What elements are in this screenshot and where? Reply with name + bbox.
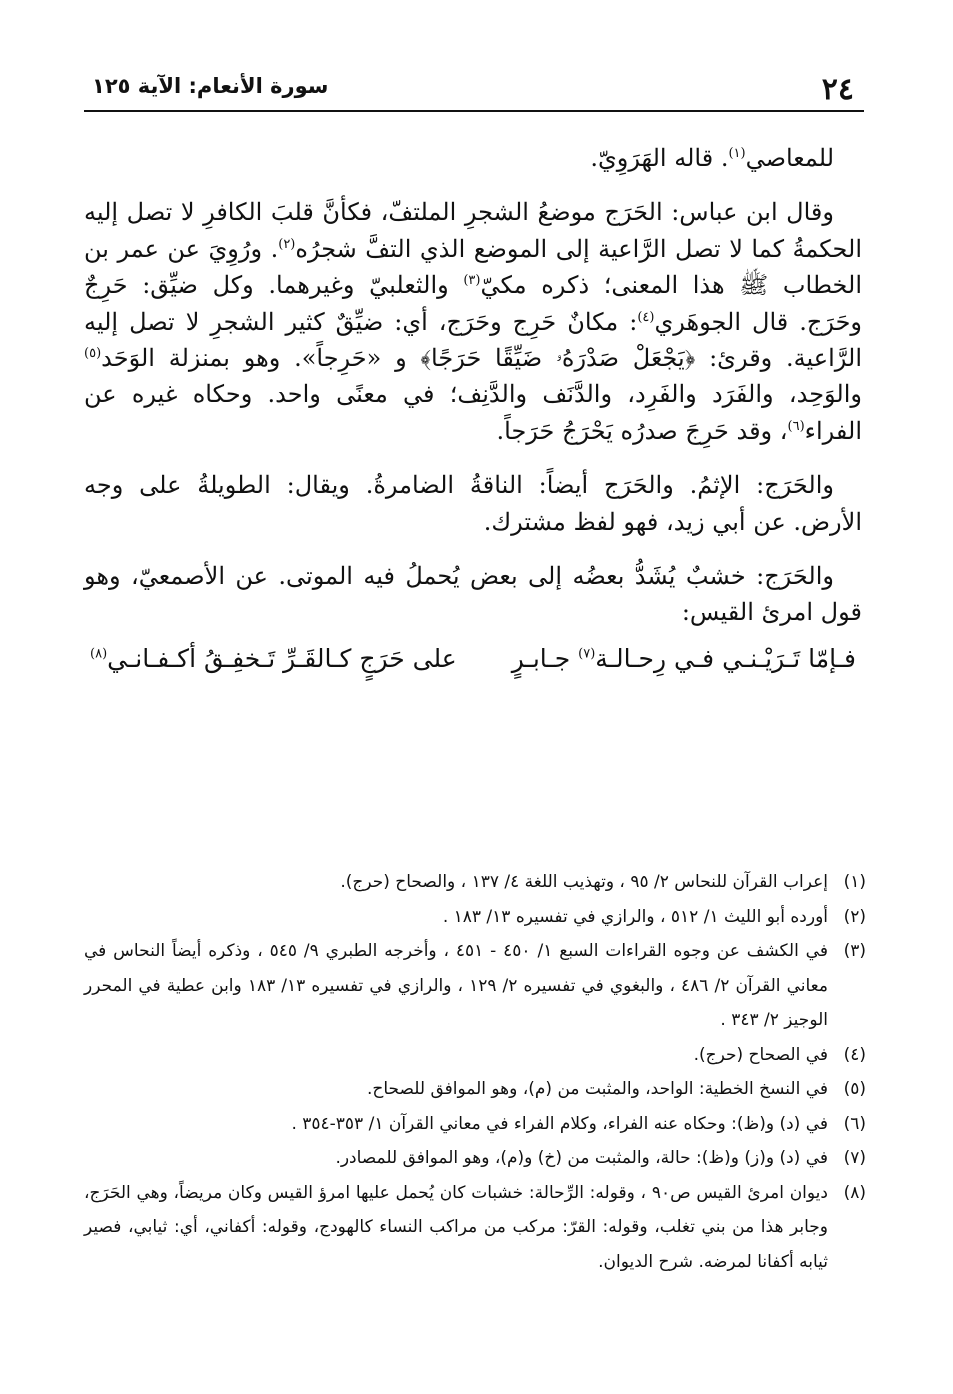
footnote-number: (١)	[843, 872, 866, 892]
footnote-text: في الصحاح (حرج).	[693, 1044, 828, 1065]
footnote-text: إعراب القرآن للنحاس ٢/ ٩٥ ، وتهذيب اللغة ٤/ ١٣٧ ، والصحاح (حرج).	[340, 872, 828, 892]
footnote-ref: (٧)	[578, 646, 596, 662]
footnote-ref: (٦)	[787, 418, 805, 434]
text: والوَحِد، والفَرَد والفَرِد، والدَّنَف والدَّنِف؛ في معنًى واحد. وحكاه غيره عن الفراء	[84, 380, 862, 445]
footnote-ref: (١)	[728, 146, 746, 161]
footnote-number: (٥)	[843, 1079, 866, 1099]
footnote-number: (٣)	[843, 941, 866, 961]
footnote	[84, 1038, 866, 1073]
footnote-number: (٤)	[843, 1044, 866, 1065]
text: للمعاصي	[745, 144, 834, 172]
verse-first-hemistich	[512, 641, 856, 677]
footnote-ref: (٢)	[278, 236, 296, 252]
main-text	[84, 140, 862, 677]
verse-second-hemistich	[90, 641, 457, 677]
running-title: سورة الأنعام: الآية ١٢٥	[92, 74, 329, 98]
footnote-text: في (د) و(ز) و(ظ): حالة، والمثبت من (خ) و(م)، وهو الموافق للمصادر.	[335, 1148, 828, 1168]
footnote-number: (٨)	[843, 1182, 866, 1203]
footnote-text: ديوان امرئ القيس ص٩٠ ، وقوله: الرِّحالة: خشبات كان يُحمل عليها امرؤ القيس وكان مريضاً، وهي الحَرَج، وجابر هذا من بني تغلب، وقوله: القرّ: مركب من مراكب النساء كالهودج، وقوله: أكفاني، أي: ثيابي، فصير ثيابه أكفانا لمرضه. شرح الديوان.	[84, 1182, 828, 1272]
text: وقال ابن عباس: الحَرَج موضعُ الشجرِ الملتفّ، فكأنَّ قلبَ الكافرِ لا تصل إليه الحكمةُ كما لا تصل الرَّاعية إلى الموضع الذي التفَّ شجرُه	[84, 198, 863, 263]
poetry-verse	[84, 641, 862, 677]
footnote	[84, 1141, 866, 1176]
footnote	[84, 900, 866, 935]
paragraph-2	[84, 194, 862, 449]
text: . قاله الهَرَوِيّ.	[590, 144, 729, 172]
text: على حَرَجٍ كـالقَـرِّ تَـخفِـقُ أكـفـانـي	[107, 643, 457, 673]
footnote-ref: (٨)	[90, 646, 108, 662]
text: . ورُوِيَ عن عمر بن الخطاب ﷺ هذا المعنى؛ ذكره مكيّ	[84, 234, 862, 300]
text: : مكانٌ حَرِج وحَرَج، أي: ضيِّقٌ كثير الشجرِ لا تصل إليه الرَّاعية. وقرئ: ﴿يَجْعَلْ صَدْرَهُۥ ضَيِّقًا حَرَجًا﴾ و «حَرِجاً». وهو بمنزلة الوَحَد	[84, 307, 862, 373]
footnote-number: (٢)	[843, 906, 866, 927]
page-header	[84, 60, 864, 112]
footnotes	[84, 865, 866, 1279]
footnote	[84, 865, 866, 900]
text: فـإمّا تَـرَيْـنـي فـي رِحـالـة	[595, 643, 856, 673]
footnote	[84, 1107, 866, 1142]
footnote	[84, 1176, 866, 1280]
footnote	[84, 934, 866, 1038]
text: جـابـرٍ	[511, 643, 579, 673]
footnote-number: (٧)	[843, 1148, 866, 1168]
footnote-ref: (٤)	[637, 309, 655, 325]
text: والثعلبيّ وغيرهما. وكل ضيِّق: حَرِجٌ وحَرَج. قال الجوهَري	[84, 271, 862, 336]
footnote-ref: (٥)	[84, 346, 102, 362]
footnote-text: في الكشف عن وجوه القراءات السبع ١/ ٤٥٠ - ٤٥١ ، وأخرجه الطبري ٩/ ٥٤٥ ، وذكره أيضاً النحاس في معاني القرآن ٢/ ٤٨٦ ، والبغوي في تفسيره ٢/ ١٢٩ ، والرازي في تفسيره ١٣/ ١٨٣ وابن عطية في المحرر الوجيز ٢/ ٣٤٣ .	[84, 941, 828, 1030]
footnote-number: (٦)	[843, 1113, 866, 1134]
footnote-ref: (٣)	[463, 273, 481, 289]
footnote-text: في (د) و(ظ): وحكاه عنه الفراء، وكلام الفراء في معاني القرآن ١/ ٣٥٣-٣٥٤ .	[291, 1113, 828, 1134]
paragraph-1	[84, 140, 862, 176]
text: ، وقد حَرِجَ صدرُه يَحْرَجُ حَرَجاً.	[496, 416, 788, 445]
paragraph-4: والحَرَج: خشبٌ يُشَدُّ بعضُه إلى بعض يُحملُ فيه الموتى. عن الأصمعيّ، وهو قول امرئ القيس:	[84, 562, 862, 627]
footnote-text: أورده أبو الليث ١/ ٥١٢ ، والرازي في تفسيره ١٣/ ١٨٣ .	[442, 906, 828, 927]
page-number: ٢٤	[821, 72, 854, 107]
footnote-text: في النسخ الخطية: الواحد، والمثبت من (م)، وهو الموافق للصحاح.	[366, 1079, 828, 1099]
paragraph-3: والحَرَج: الإثمُ. والحَرَج أيضاً: الناقةُ الضامرةُ. ويقال: الطويلةُ على وجه الأرض. عن أبي زيد، فهو لفظ مشترك.	[84, 471, 862, 536]
footnote	[84, 1072, 866, 1107]
